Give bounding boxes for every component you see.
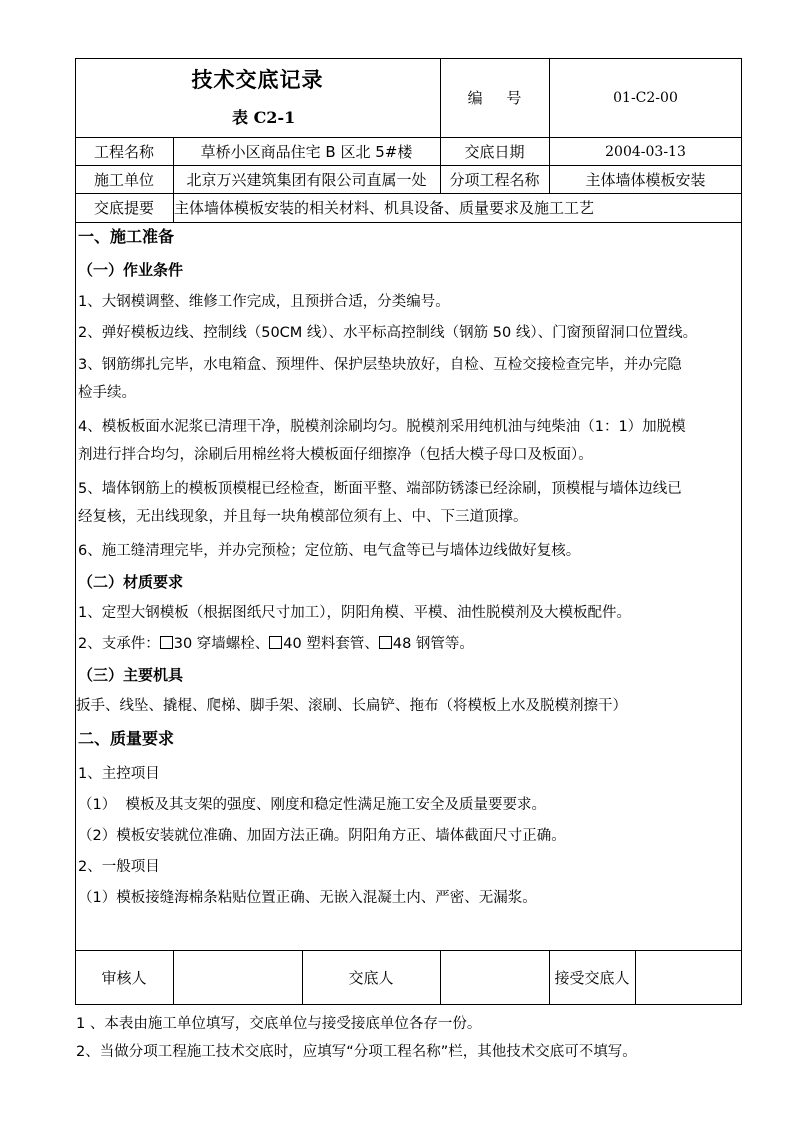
footnote: 2、当做分项工程施工技术交底时，应填写“分项工程名称”栏，其他技术交底可不填写。: [76, 1044, 637, 1060]
content-text: 30 穿墙螺栓、: [173, 636, 270, 652]
content-line: 2、一般项目: [78, 859, 160, 875]
summary-label: 交底提要: [93, 199, 154, 217]
square-symbol-icon: [379, 636, 392, 649]
content-line: （1） 模板及其支架的强度、刚度和稳定性满足施工安全及质量要要求。: [78, 797, 546, 813]
form-title: 技术交底记录: [191, 67, 324, 92]
subproject-name-value: 主体墙体模板安装: [585, 171, 706, 189]
square-symbol-icon: [160, 636, 173, 649]
content-line: 1、主控项目: [78, 766, 160, 782]
subsection-heading: （一）作业条件: [78, 261, 184, 279]
content-line: 4、模板板面水泥浆已清理干净，脱模剂涂刷均匀。脱模剂采用纯机油与纯柴油（1：1）加脱模: [78, 419, 686, 435]
number-label: 编 号: [467, 89, 522, 107]
content-line: 经复核，无出线现象，并且每一块角模部位须有上、中、下三道顶撑。: [78, 509, 528, 525]
row-divider: [75, 137, 742, 138]
content-line: （2）模板安装就位准确、加固方法正确。阴阳角方正、墙体截面尺寸正确。: [78, 828, 566, 844]
subsection-heading: （二）材质要求: [78, 573, 184, 591]
footnote: 1 、本表由施工单位填写，交底单位与接受接底单位各存一份。: [76, 1016, 482, 1032]
receiver-label: 接受交底人: [554, 969, 630, 987]
number-value: 01-C2-00: [613, 90, 678, 106]
content-text: 2、支承件：: [78, 636, 160, 652]
subsection-heading: （三）主要机具: [78, 666, 184, 684]
section-heading: 一、施工准备: [78, 227, 175, 246]
row-divider: [75, 193, 742, 194]
row-divider: [75, 165, 742, 166]
form-code: 表 C2-1: [232, 108, 296, 127]
col-divider: [635, 950, 636, 1005]
content-line: 1、定型大钢模板（根据图纸尺寸加工），阴阳角模、平模、油性脱模剂及大模板配件。: [78, 605, 631, 621]
content-line: 2、弹好模板边线、控制线（50CM 线）、水平标高控制线（钢筋 50 线）、门窗预留洞口位置线。: [78, 325, 698, 341]
project-name-label: 工程名称: [93, 143, 154, 161]
content-text: 48 钢管等。: [392, 636, 474, 652]
subproject-name-label: 分项工程名称: [449, 171, 540, 189]
col-divider: [173, 950, 174, 1005]
construction-unit-label: 施工单位: [93, 171, 154, 189]
content-line: [78, 634, 474, 654]
content-line: 6、施工缝清理完毕，并办完预检；定位筋、电气盒等已与墙体边线做好复核。: [78, 543, 581, 559]
disclosure-date-value: 2004-03-13: [605, 144, 686, 160]
reviewer-label: 审核人: [101, 969, 147, 987]
row-divider: [75, 222, 742, 223]
row-divider: [75, 950, 742, 951]
section-heading: 二、质量要求: [78, 729, 175, 748]
content-line: （1）模板接缝海棉条粘贴位置正确、无嵌入混凝土内、严密、无漏浆。: [78, 890, 537, 906]
content-line: 3、钢筋绑扎完毕，水电箱盒、预埋件、保护层垫块放好，自检、互检交接检查完毕，并办完隐: [78, 357, 682, 373]
content-text: 40 塑料套管、: [283, 636, 379, 652]
content-line: 剂进行拌合均匀，涂刷后用棉丝将大模板面仔细擦净（包括大模子母口及板面）。: [78, 447, 593, 463]
content-line: 扳手、线坠、撬棍、爬梯、脚手架、滚刷、长扁铲、拖布（将模板上水及脱模剂擦干）: [76, 698, 627, 714]
content-line: 5、墙体钢筋上的模板顶模棍已经检查，断面平整、端部防锈漆已经涂刷，顶模棍与墙体边线已: [78, 481, 682, 497]
discloser-label: 交底人: [348, 969, 394, 987]
disclosure-date-label: 交底日期: [464, 143, 525, 161]
content-line: 检手续。: [78, 385, 136, 401]
square-symbol-icon: [269, 636, 282, 649]
construction-unit-value: 北京万兴建筑集团有限公司直属一处: [186, 171, 427, 189]
summary-value: 主体墙体模板安装的相关材料、机具设备、质量要求及施工工艺: [174, 199, 595, 217]
col-divider: [440, 950, 441, 1005]
project-name-value: 草桥小区商品住宅 B 区北 5#楼: [200, 143, 413, 161]
content-line: 1、大钢模调整、维修工作完成，且预拼合适，分类编号。: [78, 294, 450, 310]
